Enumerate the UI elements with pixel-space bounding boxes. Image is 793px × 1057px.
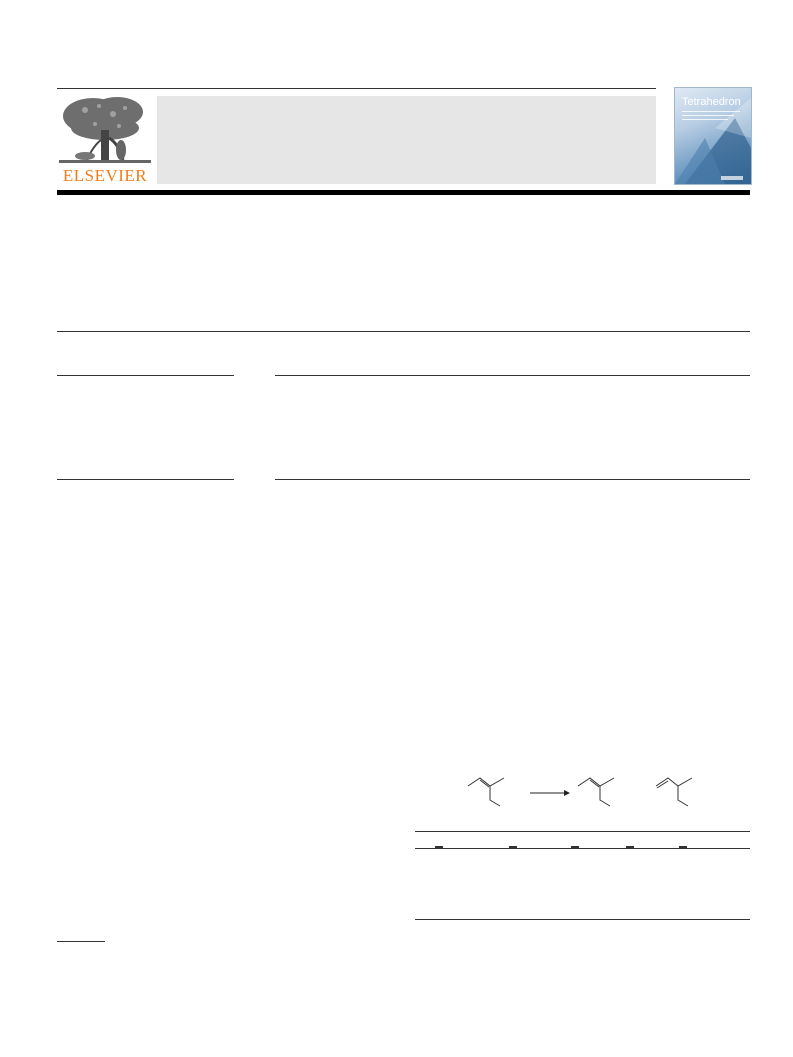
header-thick-rule [57,190,750,195]
masthead-box [157,96,656,184]
table-column-mark [571,846,579,848]
table-column-mark [679,846,687,848]
title-block-rule [57,331,750,332]
cover-text-line [682,111,740,112]
publisher-wordmark: ELSEVIER [62,166,148,185]
table-column-mark [435,846,443,848]
header-top-rule [57,88,656,89]
table-header-rule [415,848,750,849]
table-top-rule [415,831,750,832]
table-column-mark [626,846,634,848]
journal-cover [674,87,752,185]
cover-text-line [682,119,728,120]
abstract-bottom-rule [275,479,750,480]
publisher-logo [55,94,155,186]
cover-text-line [682,115,734,116]
cover-barcode [721,176,743,180]
reaction-scheme-icon [460,768,710,808]
abstract-top-rule [275,375,750,376]
article-info-bottom-rule [57,479,234,480]
article-info-top-rule [57,375,234,376]
reaction-arrow-icon [530,790,570,796]
footnote-rule [57,941,105,942]
tree-engraving-icon [55,94,155,166]
table-column-mark [509,846,517,848]
cover-title: Tetrahedron [682,96,741,108]
table-bottom-rule [415,919,750,920]
